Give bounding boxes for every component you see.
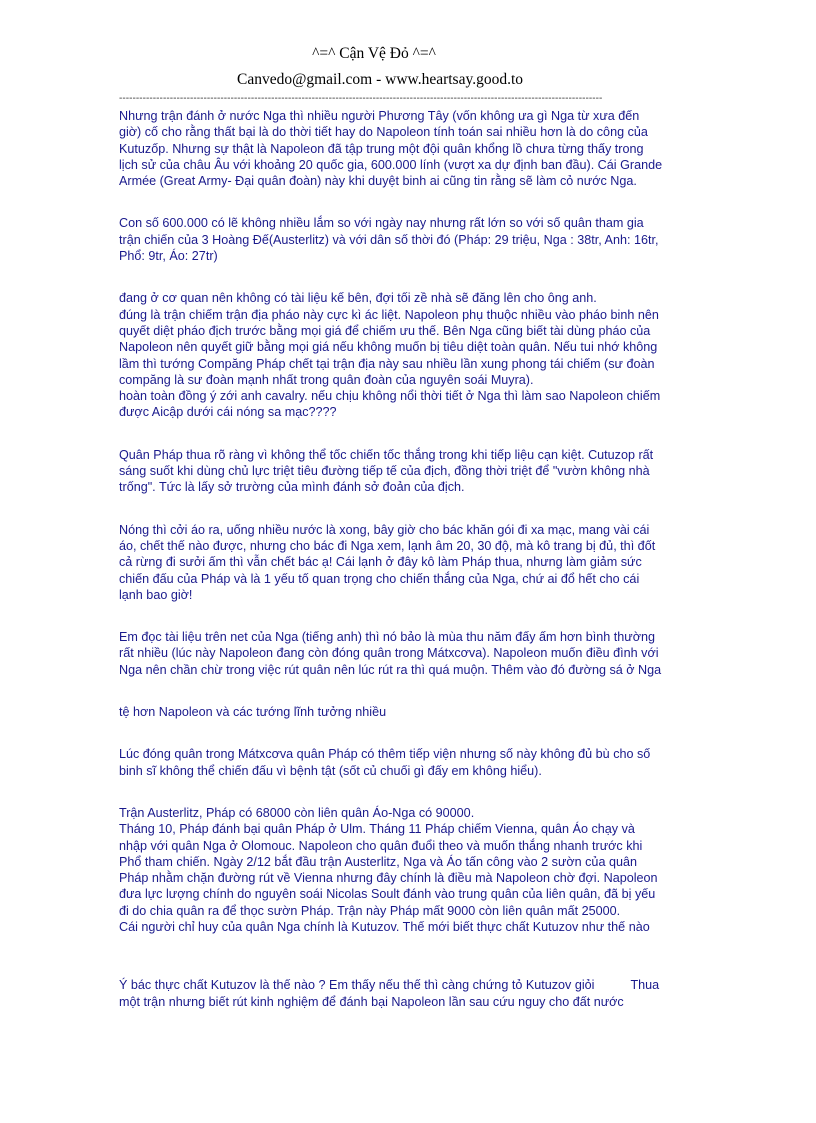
text-line: tệ hơn Napoleon và các tướng lĩnh tưởng nhiều [119, 705, 387, 720]
text-line: Nóng thì cởi áo ra, uống nhiều nước là xong, bây giờ cho bác khăn gói đi xa mạc, mang vài cái [119, 522, 650, 537]
text-line: lịch sử của châu Âu với khoảng 20 quốc gia, 600.000 lính (vượt xa dự định ban đầu). Cái Grande [119, 157, 663, 172]
text-line: rất nhiều (lúc này Napoleon đang còn đóng quân trong Mátxcơva). Napoleon muốn điều đình với [119, 646, 659, 661]
text-line: đưa lực lượng chính do nguyên soái Nicolas Soult đánh vào trung quân của liên quân, đã bị yếu [119, 887, 656, 902]
text-line: Pháp nhằm chặn đường rút về Vienna nhưng đây chính là điều mà Napoleon chờ đợi. Napoleon [119, 871, 658, 886]
text-line: Trận Austerlitz, Pháp có 68000 còn liên quân Áo-Nga có 90000. [119, 805, 475, 820]
text-line: Napoleon nên quyết giữ bằng mọi giá nếu không muốn bị tiêu diệt toàn quân. Nếu tui nhớ không [119, 340, 658, 355]
text-line: cả rừng đi sưởi ấm thì vẫn chết bác ạ! Cái lạnh ở đây kô làm Pháp thua, nhưng làm giảm sức [119, 555, 642, 570]
text-line: giờ) cố cho rằng thất bại là do thời tiết hay do Napoleon tính toán sai nhiều hơn là do công của [119, 125, 648, 140]
text-line: Phổ tham chiến. Ngày 2/12 bắt đầu trận Austerlitz, Nga và Áo tấn công vào 2 sườn của quân [119, 854, 637, 869]
text-line: Phổ: 9tr, Áo: 27tr) [119, 249, 218, 264]
text-line: nhập với quân Nga ở Olomouc. Napoleon cho quân đuổi theo và muốn thắng nhanh trước khi [119, 838, 643, 853]
paragraph-7 [119, 704, 699, 720]
paragraph-4 [119, 447, 699, 496]
text-line: sáng suốt khi dùng chủ lực triệt tiêu đường tiếp tế của địch, đồng thời triệt để "vườn không nhà [119, 464, 650, 479]
paragraph-10 [119, 977, 699, 1010]
text-line [119, 977, 699, 993]
text-line: trống". Tức là lấy sở trường của mình đánh sở đoản của địch. [119, 480, 465, 495]
text-line: đi do chia quân ra để thọc sườn Pháp. Trận này Pháp mất 9000 còn liên quân mất 25000. [119, 903, 621, 918]
text-line: được Aicập dưới cái nóng sa mạc???? [119, 405, 337, 420]
text-line: một trận nhưng biết rút kinh nghiệm để đánh bại Napoleon lần sau cứu nguy cho đất nước [119, 994, 624, 1009]
paragraph-6 [119, 629, 699, 678]
text-line: Con số 600.000 có lẽ không nhiều lắm so với ngày nay nhưng rất lớn so với số quân tham gia [119, 216, 644, 231]
text-line: binh sĩ không thể chiến đấu vì bệnh tật (sốt củ chuối gì đấy em không hiểu). [119, 763, 542, 778]
text-line: Nga nên chần chừ trong việc rút quân nên lúc rút ra thì quá muộn. Thêm vào đó đường sá ở Nga [119, 662, 662, 677]
text-segment: Thua [630, 978, 660, 993]
paragraph-1 [119, 108, 699, 189]
document-title: ^=^ Cận Vệ Đỏ ^=^ [312, 45, 436, 62]
paragraph-9 [119, 805, 699, 935]
text-line: Nhưng trận đánh ở nước Nga thì nhiều người Phương Tây (vốn không ưa gì Nga từ xưa đến [119, 109, 640, 123]
text-line: compăng là sư đoàn mạnh nhất trong quân đoàn của nguyên soái Muyra). [119, 372, 534, 387]
paragraph-3 [119, 290, 699, 420]
text-line: quyết diệt pháo địch trước bằng mọi giá để chiếm ưu thế. Bên Nga cũng biết tài dùng pháo của [119, 323, 651, 338]
text-line: trận chiến của 3 Hoàng Đế(Austerlitz) và với dân số thời đó (Pháp: 29 triệu, Nga : 38tr, Anh: 16tr, [119, 232, 659, 247]
paragraph-2 [119, 215, 699, 264]
text-line: Kutuzốp. Nhưng sự thật là Napoleon đã tập trung một đội quân khổng lồ chưa từng thấy trong [119, 141, 644, 156]
text-segment: Ý bác thực chất Kutuzov là thế nào ? Em thấy nếu thế thì càng chứng tỏ Kutuzov giỏi [119, 978, 595, 993]
text-line: Armée (Great Army- Đại quân đoàn) này khi duyệt binh ai cũng tin rằng sẽ làm cỏ nước Nga. [119, 174, 637, 189]
text-line: đúng là trận chiếm trận địa pháo này cực kì ác liệt. Napoleon phụ thuộc nhiều vào pháo binh nên [119, 307, 659, 322]
text-line: lầm thì tướng Compăng Pháp chết tại trận địa này sau nhiều lần xung phong tái chiếm (sư đoàn [119, 356, 655, 371]
text-line: áo, chết thế nào được, nhưng cho bác đi Nga xem, lạnh âm 20, 30 độ, mà kô trang bị đủ, thì đốt [119, 538, 656, 553]
paragraph-5 [119, 522, 699, 603]
paragraph-8 [119, 746, 699, 779]
contact-line: Canvedo@gmail.com - www.heartsay.good.to [236, 71, 524, 88]
document-body [119, 108, 699, 1010]
text-line: hoàn toàn đồng ý zới anh cavalry. nếu chịu không nổi thời tiết ở Nga thì làm sao Napoleon chiếm [119, 389, 661, 404]
text-line: đang ở cơ quan nên không có tài liệu kế bên, đợi tối zề nhà sẽ đăng lên cho ông anh. [119, 291, 597, 306]
text-line: lạnh bao giờ! [119, 587, 193, 602]
text-line: Em đọc tài liệu trên net của Nga (tiếng anh) thì nó bảo là mùa thu năm đấy ấm hơn bình thường [119, 630, 656, 645]
text-line: chiến đấu của Pháp và là 1 yếu tố quan trọng cho chiến thắng của Nga, chứ ai đổ hết cho cái [119, 571, 640, 586]
text-line: Cái người chỉ huy của quân Nga chính là Kutuzov. Thế mới biết thực chất Kutuzov như thế nào [119, 919, 650, 934]
text-line: Lúc đóng quân trong Mátxcơva quân Pháp có thêm tiếp viện nhưng số này không đủ bù cho số [119, 747, 651, 762]
header-divider: ----------------------------------------------------------------------------------------------------------------------------------------------- [119, 93, 603, 104]
text-line: Tháng 10, Pháp đánh bại quân Pháp ở Ulm. Tháng 11 Pháp chiếm Vienna, quân Áo chạy và [119, 822, 635, 837]
text-line: Quân Pháp thua rõ ràng vì không thể tốc chiến tốc thắng trong khi tiếp liệu cạn kiệt. Cutuzop rất [119, 447, 654, 462]
